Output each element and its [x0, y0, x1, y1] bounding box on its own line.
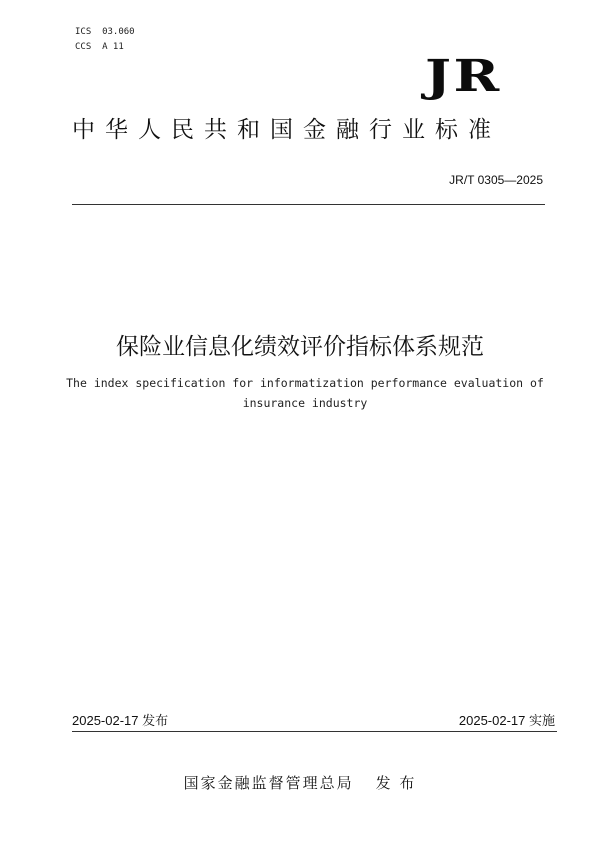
standard-category: 中华人民共和国金融行业标准 [72, 117, 501, 143]
standard-number: JR/T 0305—2025 [449, 173, 543, 187]
header-divider [72, 204, 545, 205]
title-english: The index specification for informatization performance evaluation of insurance industry [66, 376, 544, 410]
ics-code: ICS 03.060 [75, 27, 135, 37]
title-chinese: 保险业信息化绩效评价指标体系规范 [116, 334, 484, 360]
footer-divider [72, 731, 557, 732]
ccs-code: CCS A 11 [75, 42, 124, 52]
issuer-name: 国家金融监督管理总局 [183, 774, 354, 792]
jr-logo: JR [425, 51, 502, 102]
issuer [0, 772, 600, 794]
issuer-action: 发 布 [375, 774, 417, 792]
issue-date: 2025-02-17 发布 [72, 713, 169, 728]
implementation-date: 2025-02-17 实施 [458, 713, 555, 728]
